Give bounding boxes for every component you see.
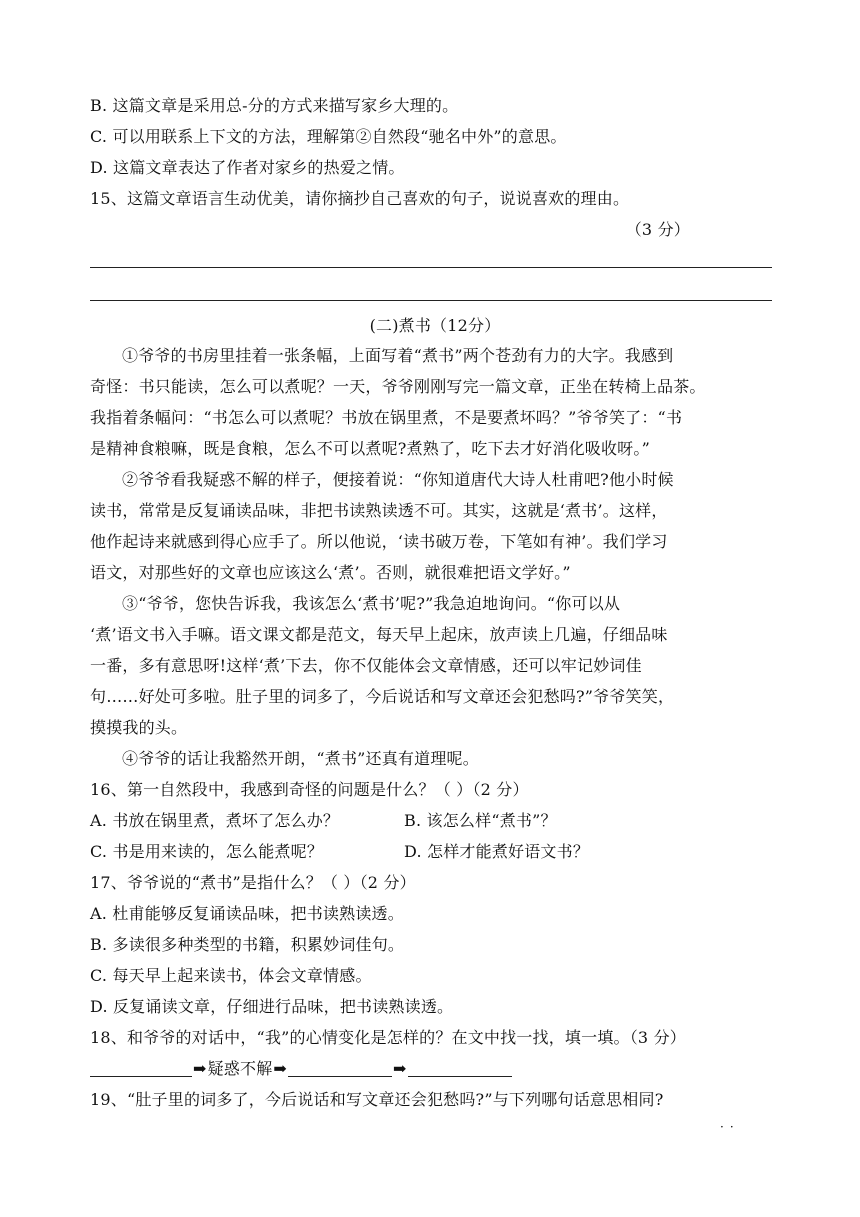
q14-option-b: B. 这篇文章是采用总-分的方式来描写家乡大理的。 xyxy=(90,96,459,115)
passage-line: ‘煮’语文书入手嘛。语文课文都是范文，每天早上起床，放声读上几遍，仔细品味 xyxy=(90,625,668,644)
passage-line: 语文，对那些好的文章也应该这么‘煮’。否则，就很难把语文学好。” xyxy=(90,563,571,582)
q18-blank-2[interactable] xyxy=(288,1060,392,1077)
q16-option-b[interactable]: B. 该怎么样“煮书”？ xyxy=(404,811,557,830)
answer-line[interactable] xyxy=(90,300,772,301)
passage-line: 我指着条幅问：“书怎么可以煮呢？书放在锅里煮，不是要煮坏吗？”爷爷笑了：“书 xyxy=(90,408,683,427)
emphasis-dots: ·· xyxy=(720,1120,740,1134)
arrow-right-icon: ➡ xyxy=(273,1059,288,1078)
arrow-right-icon: ➡ xyxy=(393,1059,407,1078)
q18-given-word: 疑惑不解 xyxy=(207,1059,273,1078)
q17-option-b[interactable]: B. 多读很多种类型的书籍，积累妙词佳句。 xyxy=(90,935,405,954)
q18-blank-1[interactable] xyxy=(90,1060,192,1077)
passage-line: ①爷爷的书房里挂着一张条幅，上面写着“煮书”两个苍劲有力的大字。我感到 xyxy=(122,346,674,365)
passage-line: 他作起诗来就感到得心应手了。所以他说，‘读书破万卷，下笔如有神’。我们学习 xyxy=(90,532,668,551)
q17-option-d[interactable]: D. 反复诵读文章，仔细进行品味，把书读熟读透。 xyxy=(90,997,454,1016)
passage-line: 一番，多有意思呀!这样‘煮’下去，你不仅能体会文章情感，还可以牢记妙词佳 xyxy=(90,656,642,675)
passage-line: ②爷爷看我疑惑不解的样子，便接着说：“你知道唐代大诗人杜甫吧?他小时候 xyxy=(122,470,674,489)
q16-options-row-2 xyxy=(90,841,780,863)
q14-option-d: D. 这篇文章表达了作者对家乡的热爱之情。 xyxy=(90,158,405,177)
passage-line: 奇怪：书只能读，怎么可以煮呢？一天，爷爷刚刚写完一篇文章，正坐在转椅上品茶。 xyxy=(90,377,706,396)
q16-options-row-1 xyxy=(90,810,780,832)
passage-line: ③“爷爷，您快告诉我，我该怎么‘煮书’呢?”我急迫地询问。“你可以从 xyxy=(122,594,621,613)
q18-fill-row xyxy=(90,1058,780,1080)
q18-question: 18、和爷爷的对话中，“我”的心情变化是怎样的？在文中找一找，填一填。（3 分） xyxy=(90,1028,686,1047)
q16-option-a[interactable]: A. 书放在锅里煮，煮坏了怎么办？ xyxy=(90,811,340,830)
passage-line: 句……好处可多啦。肚子里的词多了，今后说话和写文章还会犯愁吗?”爷爷笑笑， xyxy=(90,687,675,706)
q15-score: （3 分） xyxy=(625,220,690,239)
q14-option-c: C. 可以用联系上下文的方法，理解第②自然段“驰名中外”的意思。 xyxy=(90,127,567,146)
q16-option-d[interactable]: D. 怎样才能煮好语文书？ xyxy=(404,842,590,861)
q17-option-a[interactable]: A. 杜甫能够反复诵读品味，把书读熟读透。 xyxy=(90,904,404,923)
q16-question: 16、第一自然段中，我感到奇怪的问题是什么？（ ）（2 分） xyxy=(90,780,529,799)
q17-option-c[interactable]: C. 每天早上起来读书，体会文章情感。 xyxy=(90,966,372,985)
passage-line: 摸摸我的头。 xyxy=(90,718,188,737)
answer-line[interactable] xyxy=(90,267,772,268)
section-title: (二)煮书（12分） xyxy=(369,316,501,335)
passage-line: ④爷爷的话让我豁然开朗，“煮书”还真有道理呢。 xyxy=(122,749,479,768)
q16-option-c[interactable]: C. 书是用来读的，怎么能煮呢？ xyxy=(90,842,324,861)
q17-question: 17、爷爷说的“煮书”是指什么？（ ）（2 分） xyxy=(90,873,416,892)
q19-question: 19、“肚子里的词多了，今后说话和写文章还会犯愁吗?”与下列哪句话意思相同? xyxy=(90,1090,664,1109)
passage-line: 是精神食粮嘛，既是食粮，怎么不可以煮呢?煮熟了，吃下去才好消化吸收呀。” xyxy=(90,439,650,458)
q18-blank-3[interactable] xyxy=(408,1060,512,1077)
q15-question: 15、这篇文章语言生动优美，请你摘抄自己喜欢的句子，说说喜欢的理由。 xyxy=(90,189,630,208)
passage-line: 读书，常常是反复诵读品味，非把书读熟读透不可。其实，这就是‘煮书’。这样， xyxy=(90,501,668,520)
arrow-right-icon: ➡ xyxy=(193,1059,207,1078)
